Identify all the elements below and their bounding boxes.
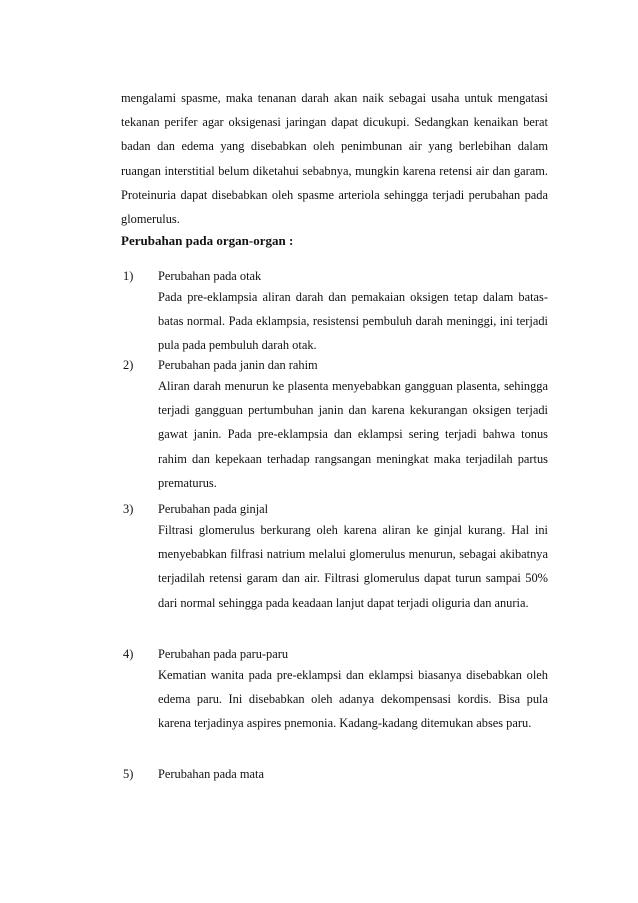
list-item-title: Perubahan pada paru-paru: [158, 647, 289, 661]
list-item-number: 3): [123, 502, 134, 516]
list-item-body: Kematian wanita pada pre-eklampsi dan eklampsi biasanya disebabkan oleh edema paru. Ini disebabkan oleh adanya dekompensasi kordis. Bisa pula karena terjadinya aspires pnemonia. Kadang-kadang ditemukan abses paru.: [158, 668, 548, 731]
list-item-title: Perubahan pada mata: [158, 767, 264, 781]
intro-paragraph: mengalami spasme, maka tenanan darah akan naik sebagai usaha untuk mengatasi tekanan perifer agar oksigenasi jaringan dapat dicukupi. Sedangkan kenaikan berat badan dan edema yang disebabkan oleh penimbunan air yang berlebihan dalam ruangan interstitial belum diketahui sebabnya, mungkin karena retensi air dan garam. Proteinuria dapat disebabkan oleh spasme arteriola sehingga terjadi perubahan pada glomerulus.: [121, 91, 548, 227]
list-item-title: Perubahan pada ginjal: [158, 502, 269, 516]
list-item-number: 4): [123, 647, 134, 661]
list-item-body: Filtrasi glomerulus berkurang oleh karena aliran ke ginjal kurang. Hal ini menyebabkan filfrasi natrium melalui glomerulus menurun, sebagai akibatnya terjadilah retensi garam dan air. Filtrasi glomerulus dapat turun sampai 50% dari normal sehingga pada keadaan lanjut dapat terjadi oliguria dan anuria.: [158, 523, 548, 610]
list-item-title: Perubahan pada otak: [158, 269, 262, 283]
list-item-title: Perubahan pada janin dan rahim: [158, 358, 318, 372]
list-item-body: Pada pre-eklampsia aliran darah dan pemakaian oksigen tetap dalam batas-batas normal. Pada eklampsia, resistensi pembuluh darah meninggi, ini terjadi pula pada pembuluh darah otak.: [158, 290, 548, 353]
section-heading: Perubahan pada organ-organ :: [121, 233, 294, 248]
list-item-body: Aliran darah menurun ke plasenta menyebabkan gangguan plasenta, sehingga terjadi gangguan pertumbuhan janin dan karena kekurangan oksigen terjadi gawat janin. Pada pre-eklampsia dan eklampsi sering terjadi bahwa tonus rahim dan kepekaan terhadap rangsangan meningkat maka terjadilah partus prematurus.: [158, 379, 548, 490]
list-item-number: 5): [123, 767, 134, 781]
list-item-number: 2): [123, 358, 134, 372]
list-item-number: 1): [123, 269, 134, 283]
